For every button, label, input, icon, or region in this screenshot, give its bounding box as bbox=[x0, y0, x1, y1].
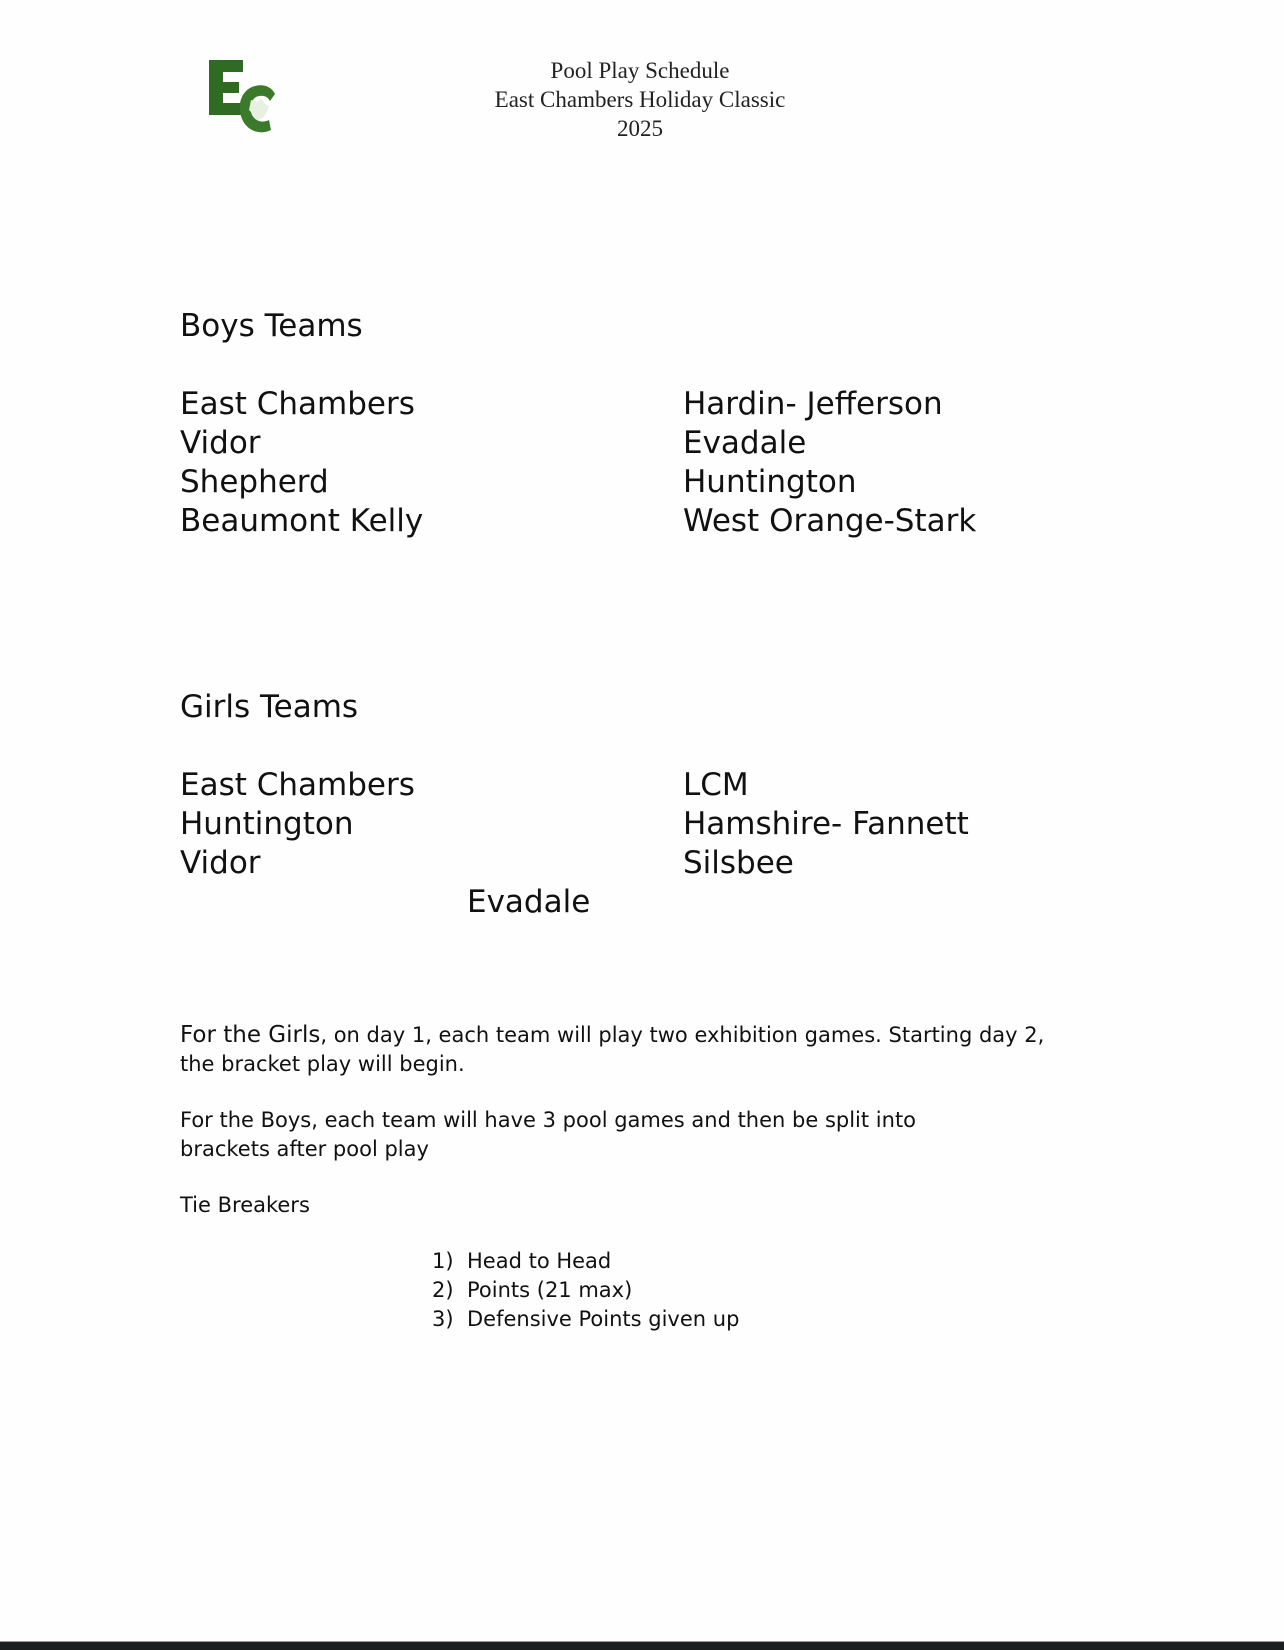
team: Evadale bbox=[683, 425, 807, 461]
girls-heading: Girls Teams bbox=[180, 689, 359, 725]
girls-pool-right bbox=[683, 766, 969, 883]
doc-title: Pool Play Schedule bbox=[550, 58, 730, 83]
girls-note-line1: , on day 1, each team will play two exhibition games. Starting day 2, bbox=[320, 1023, 1045, 1047]
team: Silsbee bbox=[683, 845, 794, 881]
girls-note bbox=[180, 1021, 1044, 1079]
boys-pool-left bbox=[180, 385, 423, 541]
boys-note-line1: For the Boys, each team will have 3 pool games and then be split into bbox=[180, 1108, 917, 1132]
team: Huntington bbox=[180, 806, 354, 842]
logo bbox=[205, 56, 281, 140]
team: LCM bbox=[683, 767, 749, 803]
team-center: Evadale bbox=[467, 884, 591, 920]
team: Vidor bbox=[180, 425, 261, 461]
girls-pool-left bbox=[180, 766, 415, 883]
team: East Chambers bbox=[180, 767, 415, 803]
team: Vidor bbox=[180, 845, 261, 881]
boys-heading: Boys Teams bbox=[180, 308, 363, 344]
boys-note-line2: brackets after pool play bbox=[180, 1137, 429, 1161]
girls-note-lead: For the Girls bbox=[180, 1022, 321, 1048]
boys-pool-right bbox=[683, 385, 976, 541]
list-item: 2) Points (21 max) bbox=[432, 1278, 633, 1302]
tie-breakers-list bbox=[432, 1247, 739, 1334]
team: Huntington bbox=[683, 464, 857, 500]
team: East Chambers bbox=[180, 386, 415, 422]
team: Hamshire- Fannett bbox=[683, 806, 969, 842]
team: Beaumont Kelly bbox=[180, 503, 424, 539]
event-year: 2025 bbox=[617, 116, 663, 141]
list-item: 1) Head to Head bbox=[432, 1249, 612, 1273]
team: Shepherd bbox=[180, 464, 329, 500]
girls-note-line2: the bracket play will begin. bbox=[180, 1052, 465, 1076]
tie-breakers-heading: Tie Breakers bbox=[180, 1193, 310, 1217]
team: West Orange-Stark bbox=[683, 503, 977, 539]
event-name: East Chambers Holiday Classic bbox=[494, 87, 786, 112]
team: Hardin- Jefferson bbox=[683, 386, 943, 422]
boys-note bbox=[180, 1106, 916, 1164]
document-header bbox=[440, 56, 840, 143]
list-item: 3) Defensive Points given up bbox=[432, 1307, 740, 1331]
